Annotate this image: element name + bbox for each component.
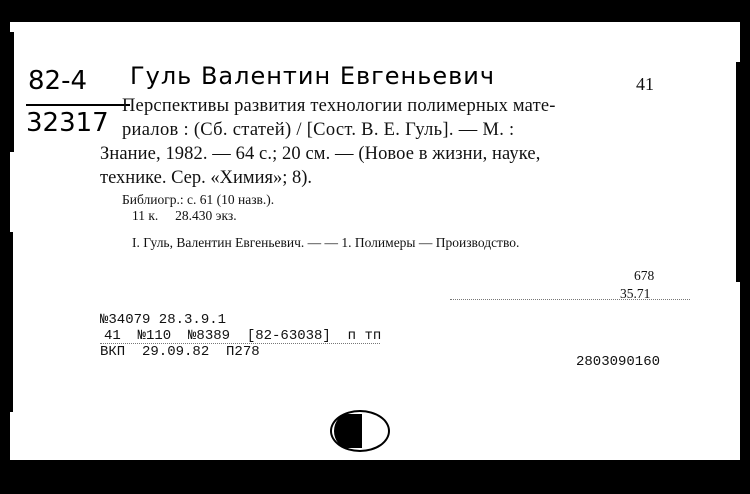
bibliography-note: Библиогр.: с. 61 (10 назв.).: [122, 192, 275, 207]
footer-line-2: 41 №110 №8389 [82-63038] п тп: [104, 328, 382, 344]
catalog-card: [10, 22, 740, 460]
description-line-3: Знание, 1982. — 64 с.; 20 см. — (Новое в жизни, науке,: [100, 144, 541, 164]
price-and-print-run: 11 к. 28.430 экз.: [132, 208, 237, 223]
dotted-rule: [450, 299, 690, 300]
description-line-4: технике. Сер. «Химия»; 8).: [100, 168, 313, 188]
call-number-divider: [26, 104, 130, 106]
footer-line-3: ВКП 29.09.82 П278: [100, 344, 260, 360]
call-number-bottom: 32317: [26, 108, 109, 138]
description-line-2: риалов : (Сб. статей) / [Сост. В. Е. Гуль]. — М. :: [122, 120, 515, 140]
tracings: I. Гуль, Валентин Евгеньевич. — — 1. Полимеры — Производство.: [132, 235, 520, 250]
call-number-top: 82-4: [28, 66, 88, 96]
description-line-1: Перспективы развития технологии полимерных мате-: [122, 96, 556, 116]
page-number: 41: [636, 74, 654, 94]
handwritten-author: Гуль Валентин Евгеньевич: [130, 62, 496, 90]
punch-hole-shadow: [334, 414, 362, 448]
bbk-number: 35.71: [620, 286, 651, 301]
scan-edge-mark: [10, 32, 14, 152]
punch-hole: [330, 410, 390, 452]
scan-edge-mark: [736, 62, 740, 282]
scan-edge-mark: [10, 232, 13, 412]
udc-number: 678: [634, 268, 655, 283]
footer-line-1: №34079 28.3.9.1: [100, 312, 227, 328]
card-number: 2803090160: [576, 354, 661, 370]
